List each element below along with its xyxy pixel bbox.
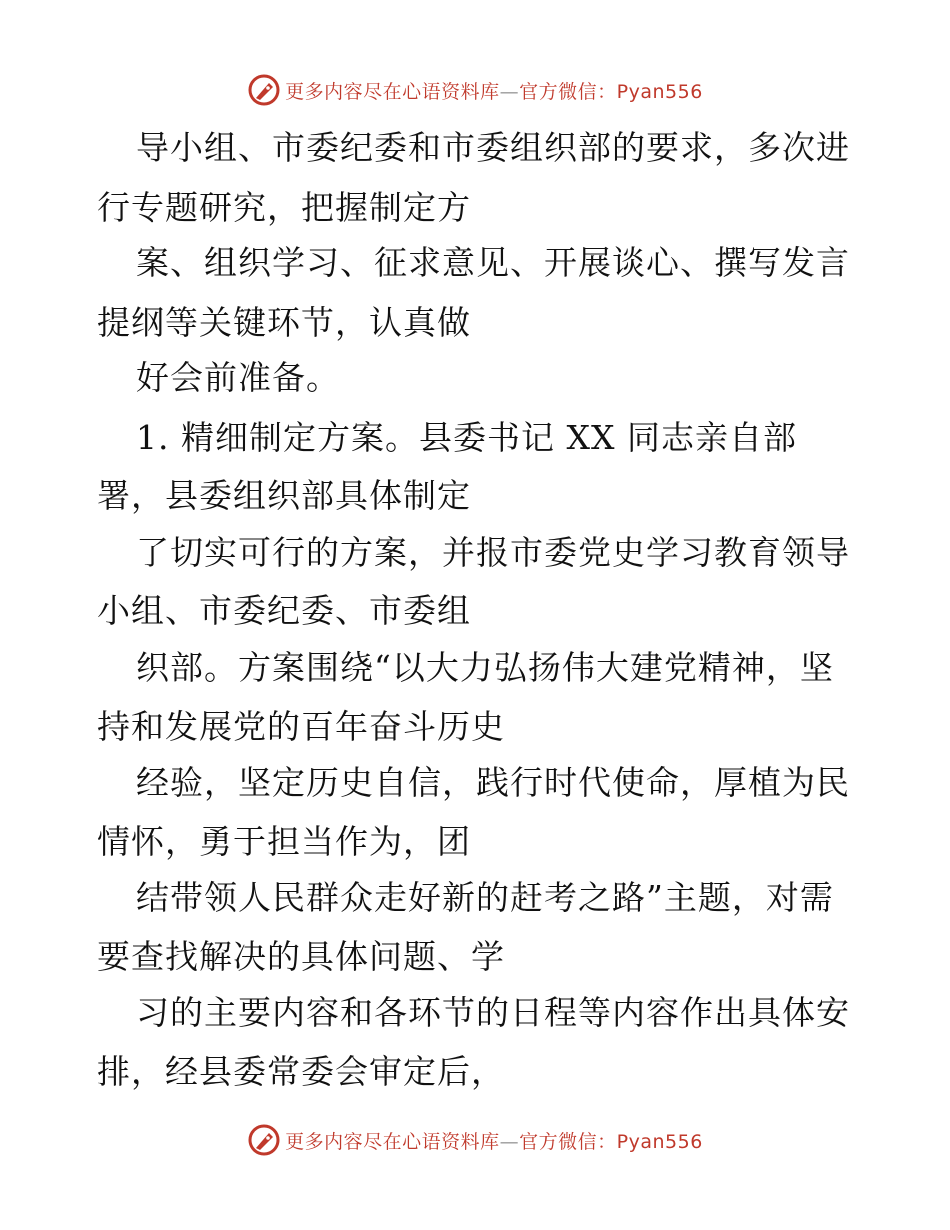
watermark-separator: — — [499, 80, 520, 103]
paragraph-line: 情怀，勇于担当作为，团 — [97, 822, 471, 861]
paragraph-line: 导小组、市委纪委和市委组织部的要求，多次进 — [136, 128, 850, 167]
paragraph-line: 习的主要内容和各环节的日程等内容作出具体安 — [136, 993, 850, 1032]
paragraph-line: 了切实可行的方案，并报市委党史学习教育领导 — [136, 533, 850, 572]
paragraph-line: 持和发展党的百年奋斗历史 — [97, 707, 505, 746]
paragraph-line: 1. 精细制定方案。县委书记 XX 同志亲自部 — [136, 418, 797, 457]
paragraph-line: 行专题研究，把握制定方 — [97, 188, 471, 227]
pen-nib-circle-icon — [247, 1123, 281, 1157]
paragraph-line: 要查找解决的具体问题、学 — [97, 937, 505, 976]
paragraph-line: 提纲等关键环节，认真做 — [97, 303, 471, 342]
watermark-separator: — — [499, 1130, 520, 1153]
paragraph-line: 织部。方案围绕“以大力弘扬伟大建党精神，坚 — [136, 648, 834, 687]
paragraph-line: 结带领人民群众走好新的赶考之路”主题，对需 — [136, 878, 834, 917]
watermark-footer — [0, 1122, 950, 1158]
watermark-main-text: 更多内容尽在心语资料库 — [285, 80, 500, 103]
paragraph-line: 案、组织学习、征求意见、开展谈心、撰写发言 — [136, 243, 850, 282]
watermark-wechat-text: 官方微信：Pyan556 — [519, 1130, 703, 1153]
watermark-wechat-text: 官方微信：Pyan556 — [519, 80, 703, 103]
watermark-main-text: 更多内容尽在心语资料库 — [285, 1130, 500, 1153]
paragraph-line: 小组、市委纪委、市委组 — [97, 591, 471, 630]
paragraph-line: 署，县委组织部具体制定 — [97, 476, 471, 515]
paragraph-line: 好会前准备。 — [136, 358, 340, 397]
paragraph-line: 经验，坚定历史自信，践行时代使命，厚植为民 — [136, 763, 850, 802]
paragraph-line: 排，经县委常委会审定后， — [97, 1052, 505, 1091]
watermark-text — [285, 1127, 703, 1154]
